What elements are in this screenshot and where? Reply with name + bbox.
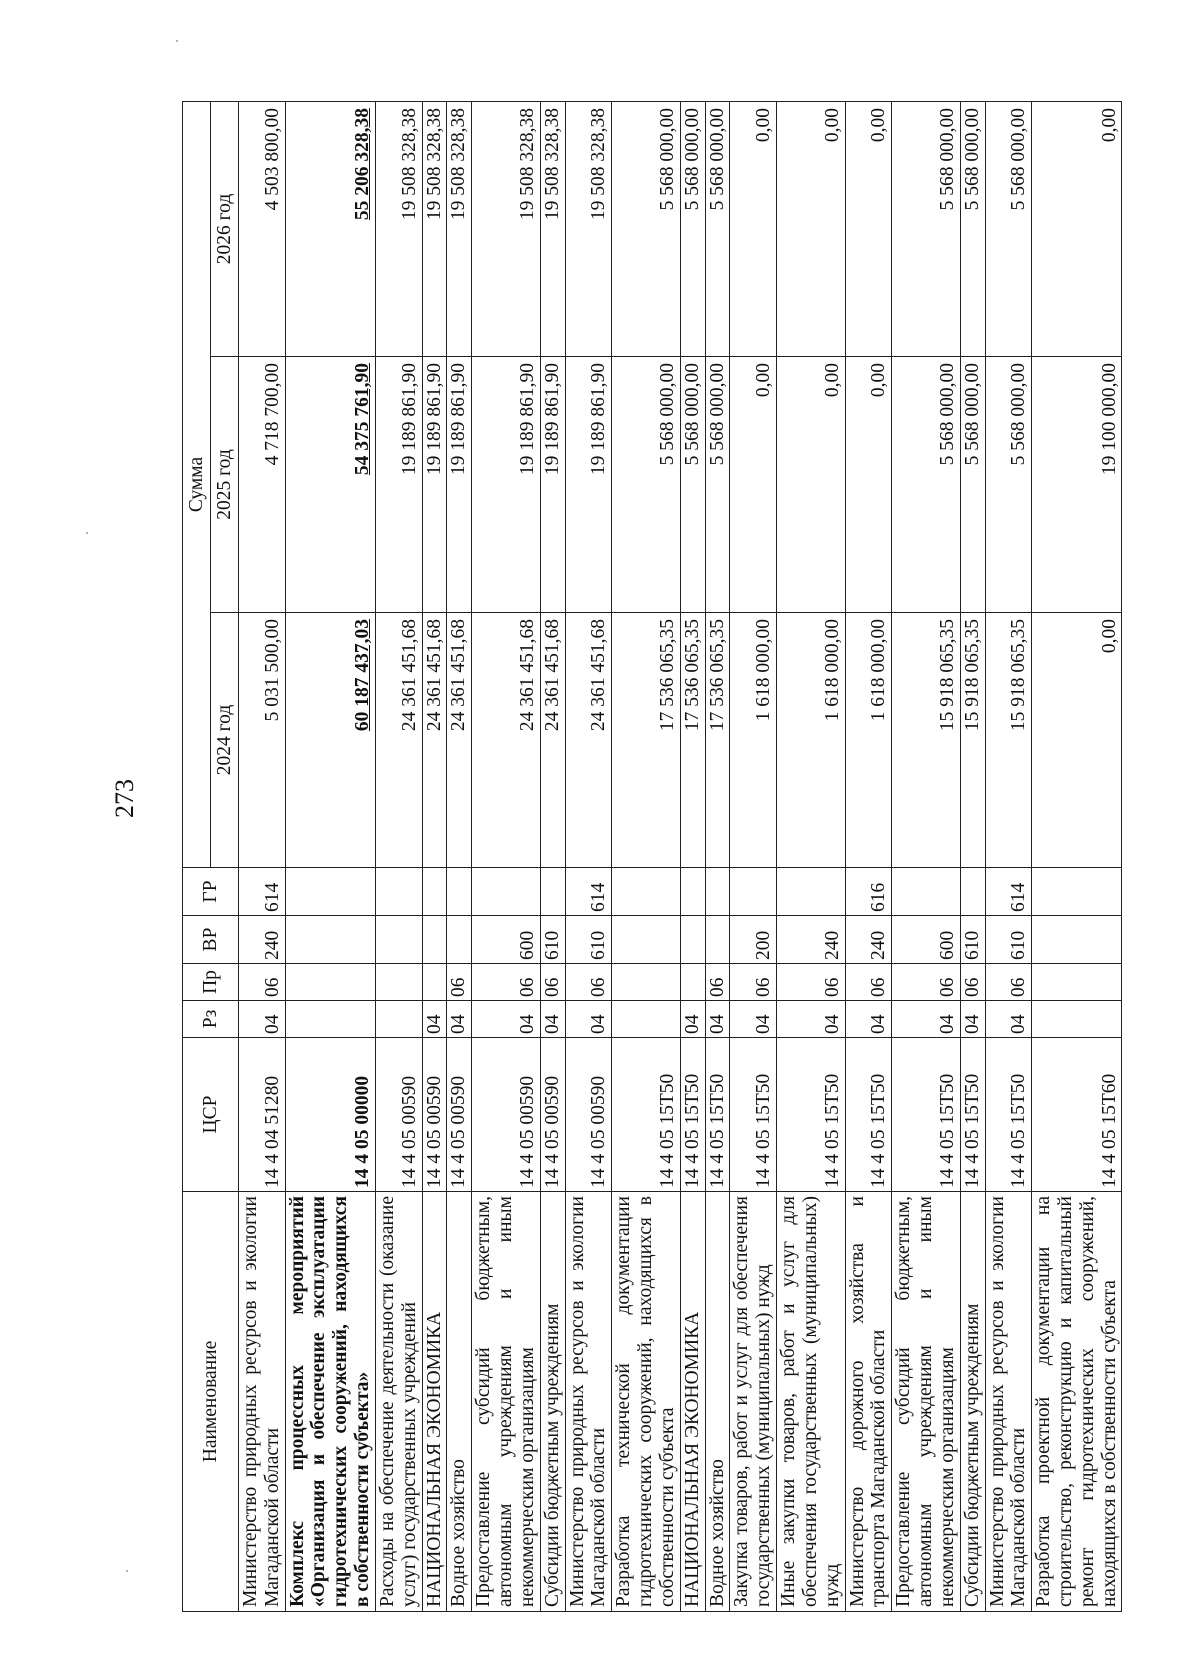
table-row: [565, 102, 612, 1612]
table-row: [705, 102, 730, 1612]
row-amount-2026: 19 508 328,38: [447, 102, 472, 357]
row-pr: 06: [540, 964, 565, 1001]
row-name: Разработка технической документации гидротехнических сооружений, находящихся в собственности субъекта: [612, 1192, 680, 1612]
row-csr: 14 4 05 15Т50: [892, 1038, 960, 1192]
row-pr: 06: [845, 964, 892, 1001]
row-amount-2026: 19 508 328,38: [472, 102, 540, 357]
row-amount-2024: 15 918 065,35: [892, 613, 960, 868]
row-amount-2024: 24 361 451,68: [447, 613, 472, 868]
row-name: Предоставление субсидий бюджетным, автономным учреждениям и иным некоммерческим организациям: [472, 1192, 540, 1612]
table-body: [239, 102, 1122, 1612]
header-year-2024: 2024 год: [211, 613, 239, 868]
table-row: [845, 102, 892, 1612]
row-amount-2026: 5 568 000,00: [612, 102, 680, 357]
row-csr: 14 4 05 15Т50: [730, 1038, 777, 1192]
row-amount-2025: 5 568 000,00: [985, 357, 1032, 613]
row-pr: 06: [730, 964, 777, 1001]
row-pr: 06: [960, 964, 985, 1001]
header-name: Наименование: [183, 1192, 239, 1612]
row-amount-2026: 5 568 000,00: [705, 102, 730, 357]
table-row: [960, 102, 985, 1612]
row-vr: 240: [239, 916, 286, 964]
row-rz: [612, 1001, 680, 1038]
row-gr: [892, 868, 960, 916]
table-row: [472, 102, 540, 1612]
row-vr: [375, 916, 422, 964]
row-amount-2024: 24 361 451,68: [422, 613, 447, 868]
row-vr: 600: [472, 916, 540, 964]
row-vr: [447, 916, 472, 964]
row-rz: 04: [985, 1001, 1032, 1038]
row-csr: 14 4 05 15Т50: [985, 1038, 1032, 1192]
scan-speck: [176, 40, 178, 42]
table-row: [985, 102, 1032, 1612]
budget-table: [182, 101, 1122, 1612]
row-name: Разработка проектной документации на строительство, реконструкцию и капитальный ремонт гидротехнических сооружений, находящихся в собственности субъекта: [1032, 1192, 1122, 1612]
row-rz: 04: [960, 1001, 985, 1038]
row-vr: [1032, 916, 1122, 964]
row-csr: 14 4 04 51280: [239, 1038, 286, 1192]
row-csr: 14 4 05 00590: [565, 1038, 612, 1192]
row-pr: [422, 964, 447, 1001]
row-amount-2024: 17 536 065,35: [705, 613, 730, 868]
row-amount-2025: 5 568 000,00: [705, 357, 730, 613]
table-row: [1032, 102, 1122, 1612]
row-pr: 06: [777, 964, 845, 1001]
row-amount-2026: 5 568 000,00: [960, 102, 985, 357]
row-amount-2026: 0,00: [1032, 102, 1122, 357]
row-gr: [705, 868, 730, 916]
row-rz: 04: [447, 1001, 472, 1038]
row-amount-2026: 55 206 328,38: [285, 102, 375, 357]
row-amount-2026: 5 568 000,00: [680, 102, 705, 357]
row-amount-2025: 19 100 000,00: [1032, 357, 1122, 613]
row-gr: 614: [985, 868, 1032, 916]
row-rz: 04: [565, 1001, 612, 1038]
row-amount-2025: 0,00: [730, 357, 777, 613]
row-vr: [680, 916, 705, 964]
row-csr: 14 4 05 00590: [472, 1038, 540, 1192]
table-row: [680, 102, 705, 1612]
row-vr: 610: [540, 916, 565, 964]
row-vr: 200: [730, 916, 777, 964]
row-csr: 14 4 05 00590: [422, 1038, 447, 1192]
header-pr: Пр: [183, 964, 239, 1001]
header-vr: ВР: [183, 916, 239, 964]
scan-speck: [126, 1570, 128, 1572]
row-rz: 04: [730, 1001, 777, 1038]
row-name: Министерство природных ресурсов и экологии Магаданской области: [239, 1192, 286, 1612]
table-row: [777, 102, 845, 1612]
row-amount-2024: 24 361 451,68: [375, 613, 422, 868]
row-gr: [447, 868, 472, 916]
row-csr: 14 4 05 15Т50: [705, 1038, 730, 1192]
row-rz: [1032, 1001, 1122, 1038]
row-amount-2025: 19 189 861,90: [375, 357, 422, 613]
table-header: [183, 102, 239, 1612]
header-gr: ГР: [183, 868, 239, 916]
row-name: Расходы на обеспечение деятельности (оказание услуг) государственных учреждений: [375, 1192, 422, 1612]
row-csr: 14 4 05 00000: [285, 1038, 375, 1192]
row-vr: 600: [892, 916, 960, 964]
page-number: 273: [110, 779, 139, 818]
row-amount-2025: 5 568 000,00: [960, 357, 985, 613]
row-amount-2025: 54 375 761,90: [285, 357, 375, 613]
row-pr: [680, 964, 705, 1001]
row-name: НАЦИОНАЛЬНАЯ ЭКОНОМИКА: [680, 1192, 705, 1612]
row-rz: 04: [472, 1001, 540, 1038]
row-rz: 04: [777, 1001, 845, 1038]
row-amount-2024: 24 361 451,68: [565, 613, 612, 868]
row-vr: 610: [960, 916, 985, 964]
row-amount-2026: 0,00: [730, 102, 777, 357]
row-vr: 610: [985, 916, 1032, 964]
row-pr: 06: [892, 964, 960, 1001]
row-vr: [612, 916, 680, 964]
row-rz: [285, 1001, 375, 1038]
row-rz: 04: [540, 1001, 565, 1038]
table-row: [892, 102, 960, 1612]
row-pr: [375, 964, 422, 1001]
row-gr: [680, 868, 705, 916]
row-name: НАЦИОНАЛЬНАЯ ЭКОНОМИКА: [422, 1192, 447, 1612]
row-vr: 240: [777, 916, 845, 964]
row-amount-2025: 19 189 861,90: [565, 357, 612, 613]
row-vr: 240: [845, 916, 892, 964]
row-amount-2024: 5 031 500,00: [239, 613, 286, 868]
row-csr: 14 4 05 00590: [375, 1038, 422, 1192]
row-name: Субсидии бюджетным учреждениям: [960, 1192, 985, 1612]
row-name: Министерство дорожного хозяйства и транспорта Магаданской области: [845, 1192, 892, 1612]
rotated-table-wrapper: [182, 102, 1120, 1612]
row-amount-2025: 5 568 000,00: [612, 357, 680, 613]
table-row: [540, 102, 565, 1612]
row-rz: 04: [705, 1001, 730, 1038]
row-gr: [612, 868, 680, 916]
row-vr: [285, 916, 375, 964]
row-pr: 06: [239, 964, 286, 1001]
row-amount-2026: 19 508 328,38: [565, 102, 612, 357]
row-pr: 06: [985, 964, 1032, 1001]
row-amount-2024: 24 361 451,68: [540, 613, 565, 868]
row-amount-2025: 0,00: [845, 357, 892, 613]
row-vr: [422, 916, 447, 964]
row-amount-2025: 19 189 861,90: [540, 357, 565, 613]
row-csr: 14 4 05 15Т50: [612, 1038, 680, 1192]
row-gr: [472, 868, 540, 916]
row-pr: 06: [472, 964, 540, 1001]
row-csr: 14 4 05 15Т60: [1032, 1038, 1122, 1192]
row-gr: [960, 868, 985, 916]
row-gr: [285, 868, 375, 916]
row-csr: 14 4 05 15Т50: [960, 1038, 985, 1192]
row-amount-2024: 17 536 065,35: [680, 613, 705, 868]
row-name: Иные закупки товаров, работ и услуг для обеспечения государственных (муниципальных) нужд: [777, 1192, 845, 1612]
row-csr: 14 4 05 00590: [447, 1038, 472, 1192]
row-amount-2026: 4 503 800,00: [239, 102, 286, 357]
header-year-2026: 2026 год: [211, 102, 239, 357]
row-amount-2026: 19 508 328,38: [375, 102, 422, 357]
row-amount-2025: 19 189 861,90: [447, 357, 472, 613]
table-row: [730, 102, 777, 1612]
row-gr: [375, 868, 422, 916]
row-csr: 14 4 05 15Т50: [777, 1038, 845, 1192]
row-csr: 14 4 05 00590: [540, 1038, 565, 1192]
row-vr: [705, 916, 730, 964]
row-gr: [777, 868, 845, 916]
row-amount-2025: 19 189 861,90: [422, 357, 447, 613]
row-name: Комплекс процессных мероприятий «Организация и обеспечение эксплуатации гидротехнических сооружений, находящихся в собственности субъекта»: [285, 1192, 375, 1612]
row-amount-2026: 5 568 000,00: [892, 102, 960, 357]
row-amount-2026: 19 508 328,38: [540, 102, 565, 357]
header-year-2025: 2025 год: [211, 357, 239, 613]
row-pr: [285, 964, 375, 1001]
row-name: Закупка товаров, работ и услуг для обеспечения государственных (муниципальных) нужд: [730, 1192, 777, 1612]
row-amount-2024: 0,00: [1032, 613, 1122, 868]
row-rz: 04: [845, 1001, 892, 1038]
row-pr: 06: [447, 964, 472, 1001]
row-gr: [540, 868, 565, 916]
row-amount-2024: 1 618 000,00: [730, 613, 777, 868]
row-amount-2025: 19 189 861,90: [472, 357, 540, 613]
row-name: Субсидии бюджетным учреждениям: [540, 1192, 565, 1612]
row-amount-2026: 5 568 000,00: [985, 102, 1032, 357]
row-amount-2025: 5 568 000,00: [892, 357, 960, 613]
row-gr: [730, 868, 777, 916]
row-name: Водное хозяйство: [705, 1192, 730, 1612]
row-amount-2026: 0,00: [777, 102, 845, 357]
table-row: [285, 102, 375, 1612]
row-amount-2025: 5 568 000,00: [680, 357, 705, 613]
row-name: Водное хозяйство: [447, 1192, 472, 1612]
row-name: Министерство природных ресурсов и экологии Магаданской области: [565, 1192, 612, 1612]
row-name: Предоставление субсидий бюджетным, автономным учреждениям и иным некоммерческим организациям: [892, 1192, 960, 1612]
row-gr: [1032, 868, 1122, 916]
row-amount-2026: 0,00: [845, 102, 892, 357]
row-amount-2024: 24 361 451,68: [472, 613, 540, 868]
row-rz: 04: [892, 1001, 960, 1038]
row-amount-2024: 1 618 000,00: [777, 613, 845, 868]
row-pr: [1032, 964, 1122, 1001]
row-rz: 04: [239, 1001, 286, 1038]
row-amount-2025: 0,00: [777, 357, 845, 613]
row-amount-2024: 1 618 000,00: [845, 613, 892, 868]
row-amount-2026: 19 508 328,38: [422, 102, 447, 357]
row-rz: 04: [422, 1001, 447, 1038]
header-csr: ЦСР: [183, 1038, 239, 1192]
table-row: [422, 102, 447, 1612]
row-gr: [422, 868, 447, 916]
header-sum: Сумма: [183, 102, 211, 868]
row-rz: [375, 1001, 422, 1038]
row-amount-2024: 15 918 065,35: [960, 613, 985, 868]
row-pr: 06: [705, 964, 730, 1001]
header-rz: Рз: [183, 1001, 239, 1038]
row-amount-2024: 17 536 065,35: [612, 613, 680, 868]
scan-speck: [86, 532, 88, 534]
row-pr: [612, 964, 680, 1001]
row-gr: 614: [565, 868, 612, 916]
table-row: [447, 102, 472, 1612]
row-amount-2025: 4 718 700,00: [239, 357, 286, 613]
row-vr: 610: [565, 916, 612, 964]
row-amount-2024: 60 187 437,03: [285, 613, 375, 868]
row-csr: 14 4 05 15Т50: [680, 1038, 705, 1192]
row-amount-2024: 15 918 065,35: [985, 613, 1032, 868]
table-row: [375, 102, 422, 1612]
row-csr: 14 4 05 15Т50: [845, 1038, 892, 1192]
table-row: [239, 102, 286, 1612]
row-gr: 616: [845, 868, 892, 916]
row-rz: 04: [680, 1001, 705, 1038]
row-gr: 614: [239, 868, 286, 916]
row-name: Министерство природных ресурсов и экологии Магаданской области: [985, 1192, 1032, 1612]
row-pr: 06: [565, 964, 612, 1001]
table-row: [612, 102, 680, 1612]
